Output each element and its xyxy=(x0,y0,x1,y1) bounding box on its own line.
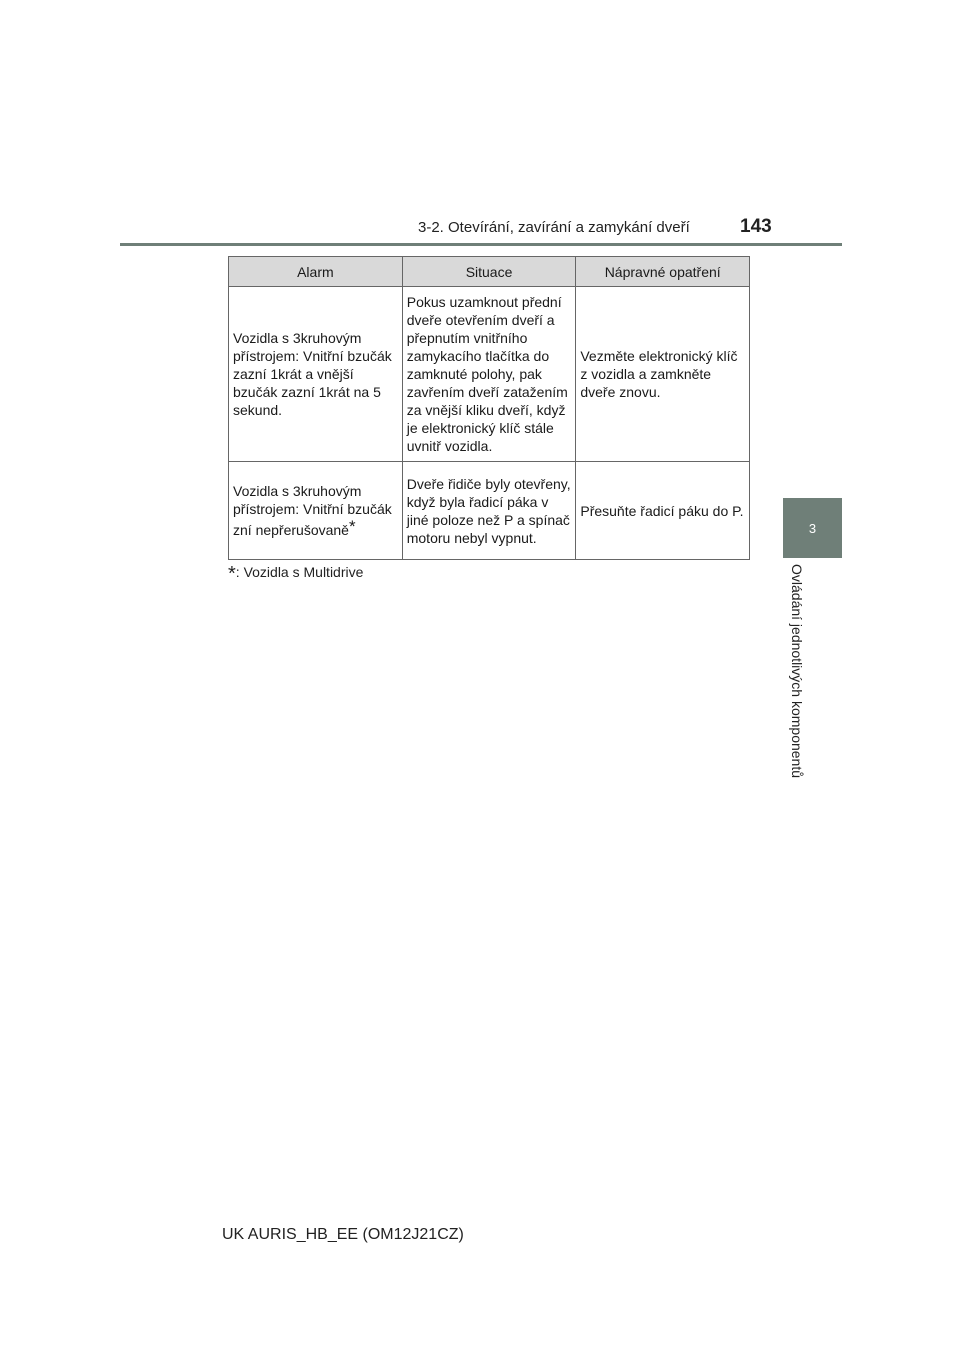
footnote-marker: * xyxy=(348,517,356,536)
table-row xyxy=(229,462,750,560)
page-number: 143 xyxy=(740,216,772,237)
chapter-tab xyxy=(783,498,842,558)
column-header-alarm: Alarm xyxy=(229,257,403,287)
alarm-table xyxy=(228,256,750,560)
table-header-row xyxy=(229,257,750,287)
action-cell: Přesuňte řadicí páku do P. xyxy=(576,462,750,560)
chapter-number: 3 xyxy=(808,520,817,536)
situation-cell: Dveře řidiče byly otevřeny, když byla řadicí páka v jiné poloze než P a spínač motoru nebyl vypnut. xyxy=(402,462,576,560)
footnote-marker: * xyxy=(228,563,236,585)
header-divider xyxy=(120,243,842,246)
alarm-cell: Vozidla s 3kruhovým přístrojem: Vnitřní bzučák zazní 1krát a vnější bzučák zazní 1krát na 5 sekund. xyxy=(229,287,403,462)
chapter-title: Ovládání jednotlivých komponentů xyxy=(789,564,805,779)
section-title: 3-2. Otevírání, zavírání a zamykání dveří xyxy=(418,219,690,236)
table-row xyxy=(229,287,750,462)
footnote-text: : Vozidla s Multidrive xyxy=(235,564,364,580)
alarm-cell xyxy=(229,462,403,560)
action-cell: Vezměte elektronický klíč z vozidla a zamkněte dveře znovu. xyxy=(576,287,750,462)
column-header-situation: Situace xyxy=(402,257,576,287)
document-id: UK AURIS_HB_EE (OM12J21CZ) xyxy=(222,1226,464,1243)
footnote xyxy=(228,563,363,586)
column-header-action: Nápravné opatření xyxy=(576,257,750,287)
situation-cell: Pokus uzamknout přední dveře otevřením dveří a přepnutím vnitřního zamykacího tlačítka do zamknuté polohy, pak zavřením dveří zatažením za vnější kliku dveří, když je elektronický klíč stále uvnitř vozidla. xyxy=(402,287,576,462)
alarm-text: Vozidla s 3kruhovým přístrojem: Vnitřní bzučák zní nepřerušovaně xyxy=(233,483,392,538)
